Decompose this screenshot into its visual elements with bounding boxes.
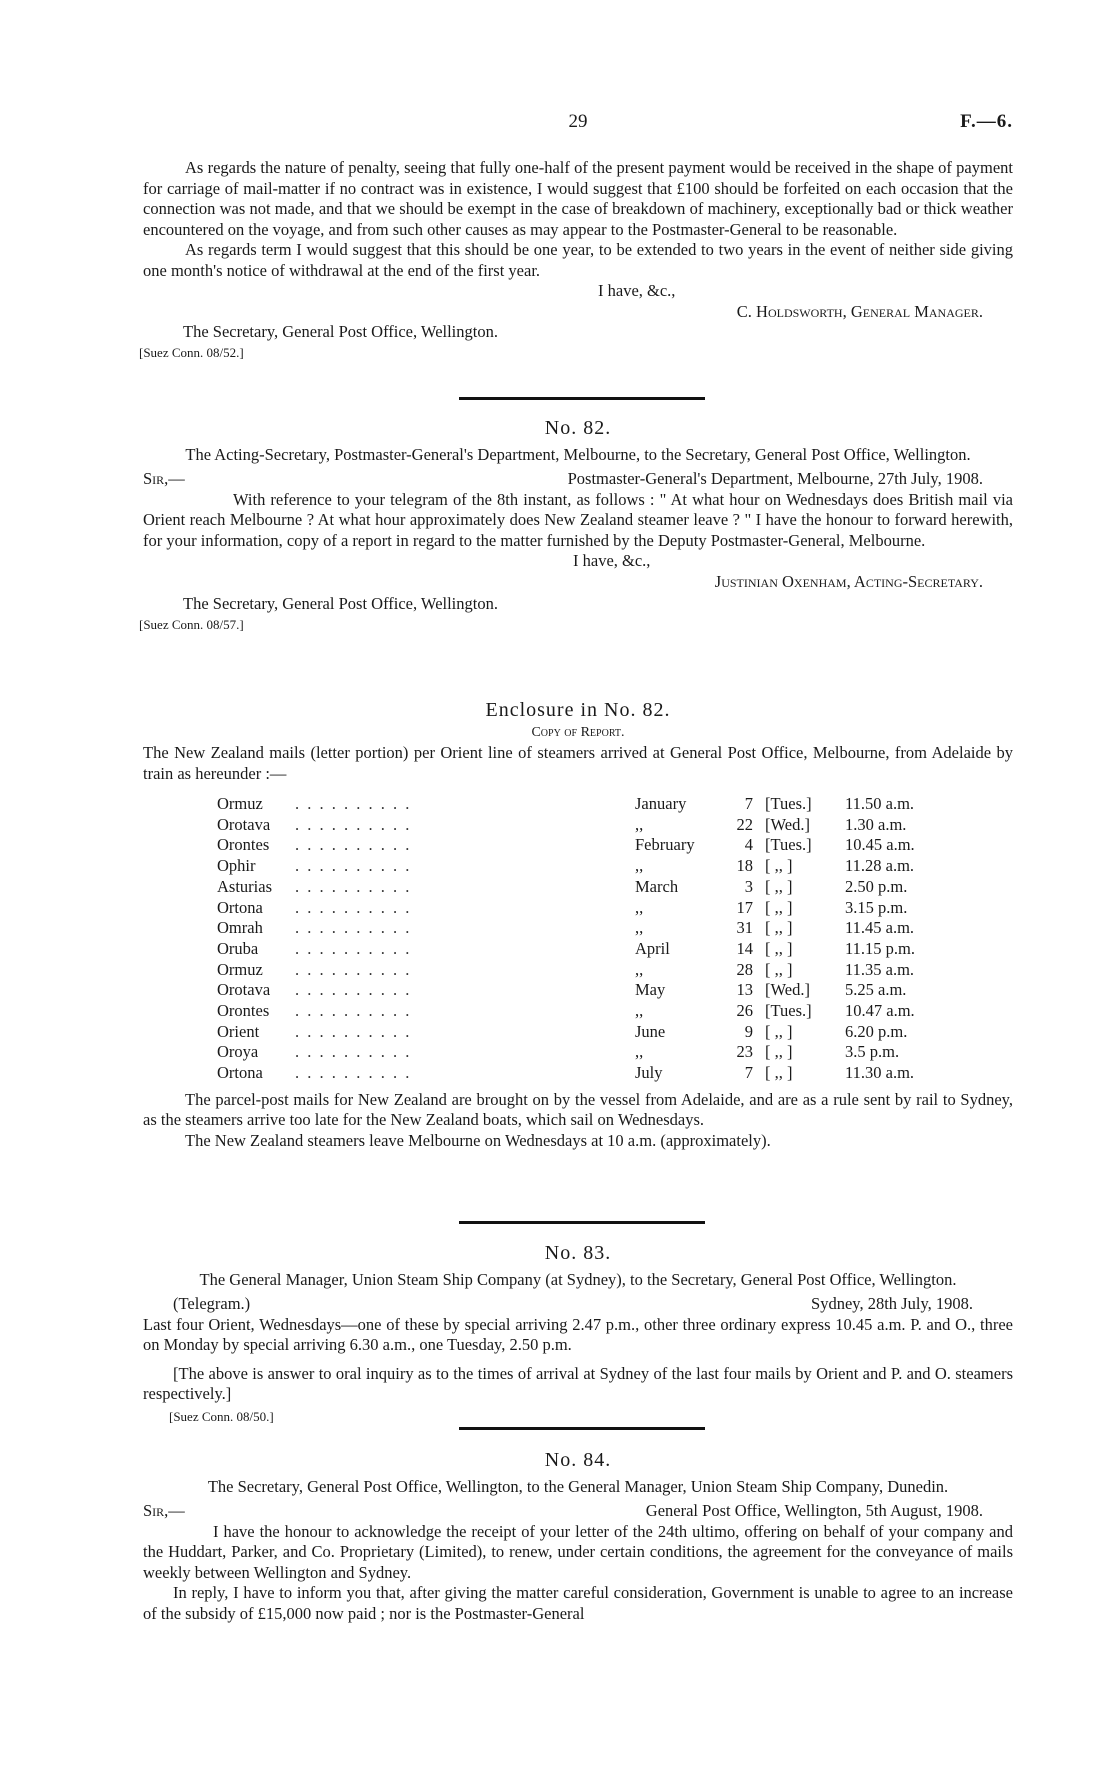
ship-name: Ormuz — [217, 794, 263, 813]
ship-name: Orontes — [217, 1001, 270, 1021]
telegram-body: Last four Orient, Wednesdays—one of these by special arriving 2.47 p.m., other three ordinary express 10.45 a.m. P. and O., three on Monday by special arriving 6.30 a.m., one Tuesday, 2.50 p.m. — [143, 1314, 1013, 1354]
letter-title: The Acting-Secretary, Postmaster-General's Department, Melbourne, to the Secretary, General Post Office, Wellington. — [185, 444, 971, 464]
addressee: The Secretary, General Post Office, Wellington. — [183, 594, 498, 613]
arrival-time: 3.5 p.m. — [845, 1042, 900, 1062]
arrival-month: May — [635, 980, 666, 1000]
arrival-time: 5.25 a.m. — [845, 980, 907, 1000]
arrival-day: 14 — [736, 938, 753, 958]
arrival-month: July — [635, 1063, 663, 1083]
document-reference: F.—6. — [960, 111, 1013, 132]
arrival-weekday: [Wed.] — [765, 814, 810, 834]
arrival-month: ,, — [635, 918, 644, 938]
leader-dots: . . . . . . . . . . — [295, 835, 412, 855]
closing: I have, &c., — [573, 551, 651, 570]
table-row — [217, 980, 935, 1001]
intro-letter — [139, 158, 1013, 363]
ship-name: Ormuz — [217, 959, 263, 979]
arrival-weekday: [ ,, ] — [765, 856, 793, 876]
arrival-weekday: [ ,, ] — [765, 1063, 793, 1083]
arrival-month: June — [635, 1021, 666, 1041]
file-reference: [Suez Conn. 08/52.] — [139, 344, 244, 360]
arrival-month: April — [635, 938, 670, 958]
leader-dots: . . . . . . . . . . — [295, 856, 412, 876]
table-row — [217, 960, 935, 981]
table-row — [217, 918, 935, 939]
arrival-day: 3 — [744, 876, 753, 896]
telegram-line — [143, 1294, 1013, 1315]
arrival-time: 10.47 a.m. — [845, 1001, 915, 1021]
salutation: Sir,— — [143, 469, 185, 488]
addressee: The Secretary, General Post Office, Wellington. — [183, 322, 498, 341]
arrival-month: February — [635, 835, 695, 855]
letter-body: With reference to your telegram of the 8th instant, as follows : " At what hour on Wednesdays does British mail via Orient reach Melbourne ? At what hour approximately does New Zealand steamer leave ? " I have the honour to forward herewith, for your information, copy of a report in regard to the matter furnished by the Deputy Postmaster-General, Melbourne. — [143, 489, 1013, 550]
arrival-month: ,, — [635, 856, 644, 876]
arrival-month: ,, — [635, 1001, 644, 1021]
arrival-day: 7 — [744, 794, 753, 813]
arrival-time: 1.30 a.m. — [845, 814, 907, 834]
leader-dots: . . . . . . . . . . — [295, 897, 412, 917]
place-date: Postmaster-General's Department, Melbourne, 27th July, 1908. — [567, 469, 983, 488]
arrival-weekday: [Wed.] — [765, 980, 810, 1000]
intro-paragraph: As regards term I would suggest that this should be one year, to be extended to two years in the event of neither side giving one month's notice of withdrawal at the end of the first year. — [143, 240, 1013, 280]
arrival-day: 7 — [744, 1063, 753, 1083]
arrival-weekday: [Tues.] — [765, 794, 812, 813]
ship-name: Ophir — [217, 856, 256, 876]
arrival-day: 9 — [744, 1021, 753, 1041]
page-number: 29 — [568, 111, 588, 132]
ship-name: Oroya — [217, 1042, 259, 1062]
enclosure-subheading: Copy of Report. — [531, 724, 625, 740]
intro-paragraph: As regards the nature of penalty, seeing that fully one-half of the present payment would be received in the shape of payment for carriage of mail-matter if no contract was in existence, I would suggest that £100 should be forfeited on each occasion that the connection was not made, and that we should be exempt in the case of breakdown of machinery, exceptionally bad or thick weather encountered on the voyage, and from such other causes as may appear to the Postmaster-General to be reasonable. — [143, 158, 1013, 239]
editorial-note: [The above is answer to oral inquiry as to the times of arrival at Sydney of the last four mails by Orient and P. and O. steamers respectively.] — [143, 1363, 1013, 1403]
table-row — [217, 835, 935, 856]
section-heading: No. 82. — [544, 417, 612, 439]
leader-dots: . . . . . . . . . . — [295, 938, 412, 958]
enclosure-paragraph: The parcel-post mails for New Zealand are brought on by the vessel from Adelaide, and are as a rule sent by rail to Sydney, as the steamers arrive too late for the New Zealand boats, which sail on Wednesdays. — [143, 1089, 1013, 1130]
arrival-month: ,, — [635, 959, 644, 979]
leader-dots: . . . . . . . . . . — [295, 1001, 412, 1021]
arrival-time: 11.15 p.m. — [845, 938, 915, 958]
arrival-day: 17 — [736, 897, 753, 917]
arrival-weekday: [ ,, ] — [765, 1042, 793, 1062]
letter-no-82 — [139, 417, 1013, 635]
arrival-weekday: [Tues.] — [765, 1001, 812, 1021]
arrival-month: March — [635, 876, 679, 896]
table-row — [217, 815, 935, 836]
mail-arrivals-table — [217, 794, 935, 1084]
table-row — [217, 1042, 935, 1063]
arrival-month: ,, — [635, 814, 644, 834]
salutation-line — [143, 469, 1013, 490]
arrival-month: ,, — [635, 1042, 644, 1062]
enclosure-paragraph: The New Zealand steamers leave Melbourne on Wednesdays at 10 a.m. (approximately). — [185, 1130, 771, 1150]
arrival-day: 18 — [736, 856, 753, 876]
leader-dots: . . . . . . . . . . — [295, 1063, 412, 1083]
ship-name: Orient — [217, 1021, 260, 1041]
arrival-day: 28 — [736, 959, 753, 979]
arrival-weekday: [ ,, ] — [765, 918, 793, 938]
ship-name: Oruba — [217, 938, 259, 958]
table-row — [217, 794, 935, 815]
letter-title: The General Manager, Union Steam Ship Company (at Sydney), to the Secretary, General Post Office, Wellington. — [199, 1269, 957, 1289]
arrival-time: 11.50 a.m. — [845, 794, 915, 813]
ship-name: Ortona — [217, 897, 263, 917]
arrival-month: ,, — [635, 897, 644, 917]
enclosure — [143, 700, 1013, 1151]
table-row — [217, 856, 935, 877]
ship-name: Ortona — [217, 1063, 263, 1083]
place-date: Sydney, 28th July, 1908. — [811, 1294, 973, 1313]
table-row — [217, 898, 935, 919]
arrival-time: 6.20 p.m. — [845, 1021, 908, 1041]
letter-title: The Secretary, General Post Office, Wellington, to the General Manager, Union Steam Ship Company, Dunedin. — [207, 1476, 949, 1496]
arrival-day: 23 — [736, 1042, 753, 1062]
page-header — [143, 112, 1013, 136]
salutation-line — [143, 1501, 1013, 1522]
table-row — [217, 1063, 935, 1084]
arrival-time: 11.45 a.m. — [845, 918, 915, 938]
leader-dots: . . . . . . . . . . — [295, 794, 412, 813]
arrival-time: 11.30 a.m. — [845, 1063, 915, 1083]
file-reference: [Suez Conn. 08/50.] — [169, 1408, 274, 1424]
enclosure-heading: Enclosure in No. 82. — [485, 699, 671, 721]
section-divider — [459, 397, 705, 400]
arrival-day: 13 — [736, 980, 753, 1000]
arrival-day: 4 — [744, 835, 753, 855]
table-row — [217, 939, 935, 960]
section-heading: No. 83. — [544, 1242, 612, 1264]
ship-name: Orotava — [217, 980, 271, 1000]
ship-name: Omrah — [217, 918, 263, 938]
arrival-month: January — [635, 794, 687, 813]
file-reference: [Suez Conn. 08/57.] — [139, 616, 244, 632]
section-divider — [459, 1221, 705, 1224]
leader-dots: . . . . . . . . . . — [295, 959, 412, 979]
arrival-weekday: [ ,, ] — [765, 897, 793, 917]
letter-no-83 — [143, 1243, 1013, 1427]
letter-paragraph: In reply, I have to inform you that, after giving the matter careful consideration, Government is unable to agree to an increase of the subsidy of £15,000 now paid ; nor is the Postmaster-General — [143, 1583, 1013, 1623]
arrival-time: 11.35 a.m. — [845, 959, 915, 979]
section-divider — [459, 1427, 705, 1430]
table-row — [217, 1022, 935, 1043]
letter-no-84 — [143, 1450, 1013, 1624]
leader-dots: . . . . . . . . . . — [295, 980, 412, 1000]
salutation: Sir,— — [143, 1501, 185, 1520]
arrival-weekday: [Tues.] — [765, 835, 812, 855]
leader-dots: . . . . . . . . . . — [295, 876, 412, 896]
ship-name: Orotava — [217, 814, 271, 834]
leader-dots: . . . . . . . . . . — [295, 918, 412, 938]
leader-dots: . . . . . . . . . . — [295, 814, 412, 834]
letter-paragraph: I have the honour to acknowledge the receipt of your letter of the 24th ultimo, offering on behalf of your company and the Huddart, Parker, and Co. Proprietary (Limited), to renew, under certain conditions, the agreement for the conveyance of mails weekly between Wellington and Sydney. — [143, 1521, 1013, 1582]
arrival-day: 31 — [736, 918, 753, 938]
signature: C. Holdsworth, General Manager. — [736, 301, 983, 321]
table-row — [217, 1001, 935, 1022]
leader-dots: . . . . . . . . . . — [295, 1021, 412, 1041]
arrival-time: 11.28 a.m. — [845, 856, 915, 876]
arrival-weekday: [ ,, ] — [765, 938, 793, 958]
signature: Justinian Oxenham, Acting-Secretary. — [714, 571, 983, 591]
place-date: General Post Office, Wellington, 5th August, 1908. — [645, 1501, 983, 1520]
ship-name: Orontes — [217, 835, 270, 855]
enclosure-intro: The New Zealand mails (letter portion) per Orient line of steamers arrived at General Post Office, Melbourne, from Adelaide by train as hereunder :— — [143, 743, 1013, 783]
arrival-day: 26 — [736, 1001, 753, 1021]
arrival-weekday: [ ,, ] — [765, 876, 793, 896]
arrival-day: 22 — [736, 814, 753, 834]
arrival-time: 10.45 a.m. — [845, 835, 915, 855]
arrival-weekday: [ ,, ] — [765, 1021, 793, 1041]
arrival-time: 2.50 p.m. — [845, 876, 908, 896]
arrival-weekday: [ ,, ] — [765, 959, 793, 979]
ship-name: Asturias — [217, 876, 272, 896]
closing: I have, &c., — [598, 281, 676, 300]
table-row — [217, 877, 935, 898]
section-heading: No. 84. — [544, 1449, 612, 1471]
arrival-time: 3.15 p.m. — [845, 897, 908, 917]
telegram-label: (Telegram.) — [173, 1294, 251, 1313]
leader-dots: . . . . . . . . . . — [295, 1042, 412, 1062]
